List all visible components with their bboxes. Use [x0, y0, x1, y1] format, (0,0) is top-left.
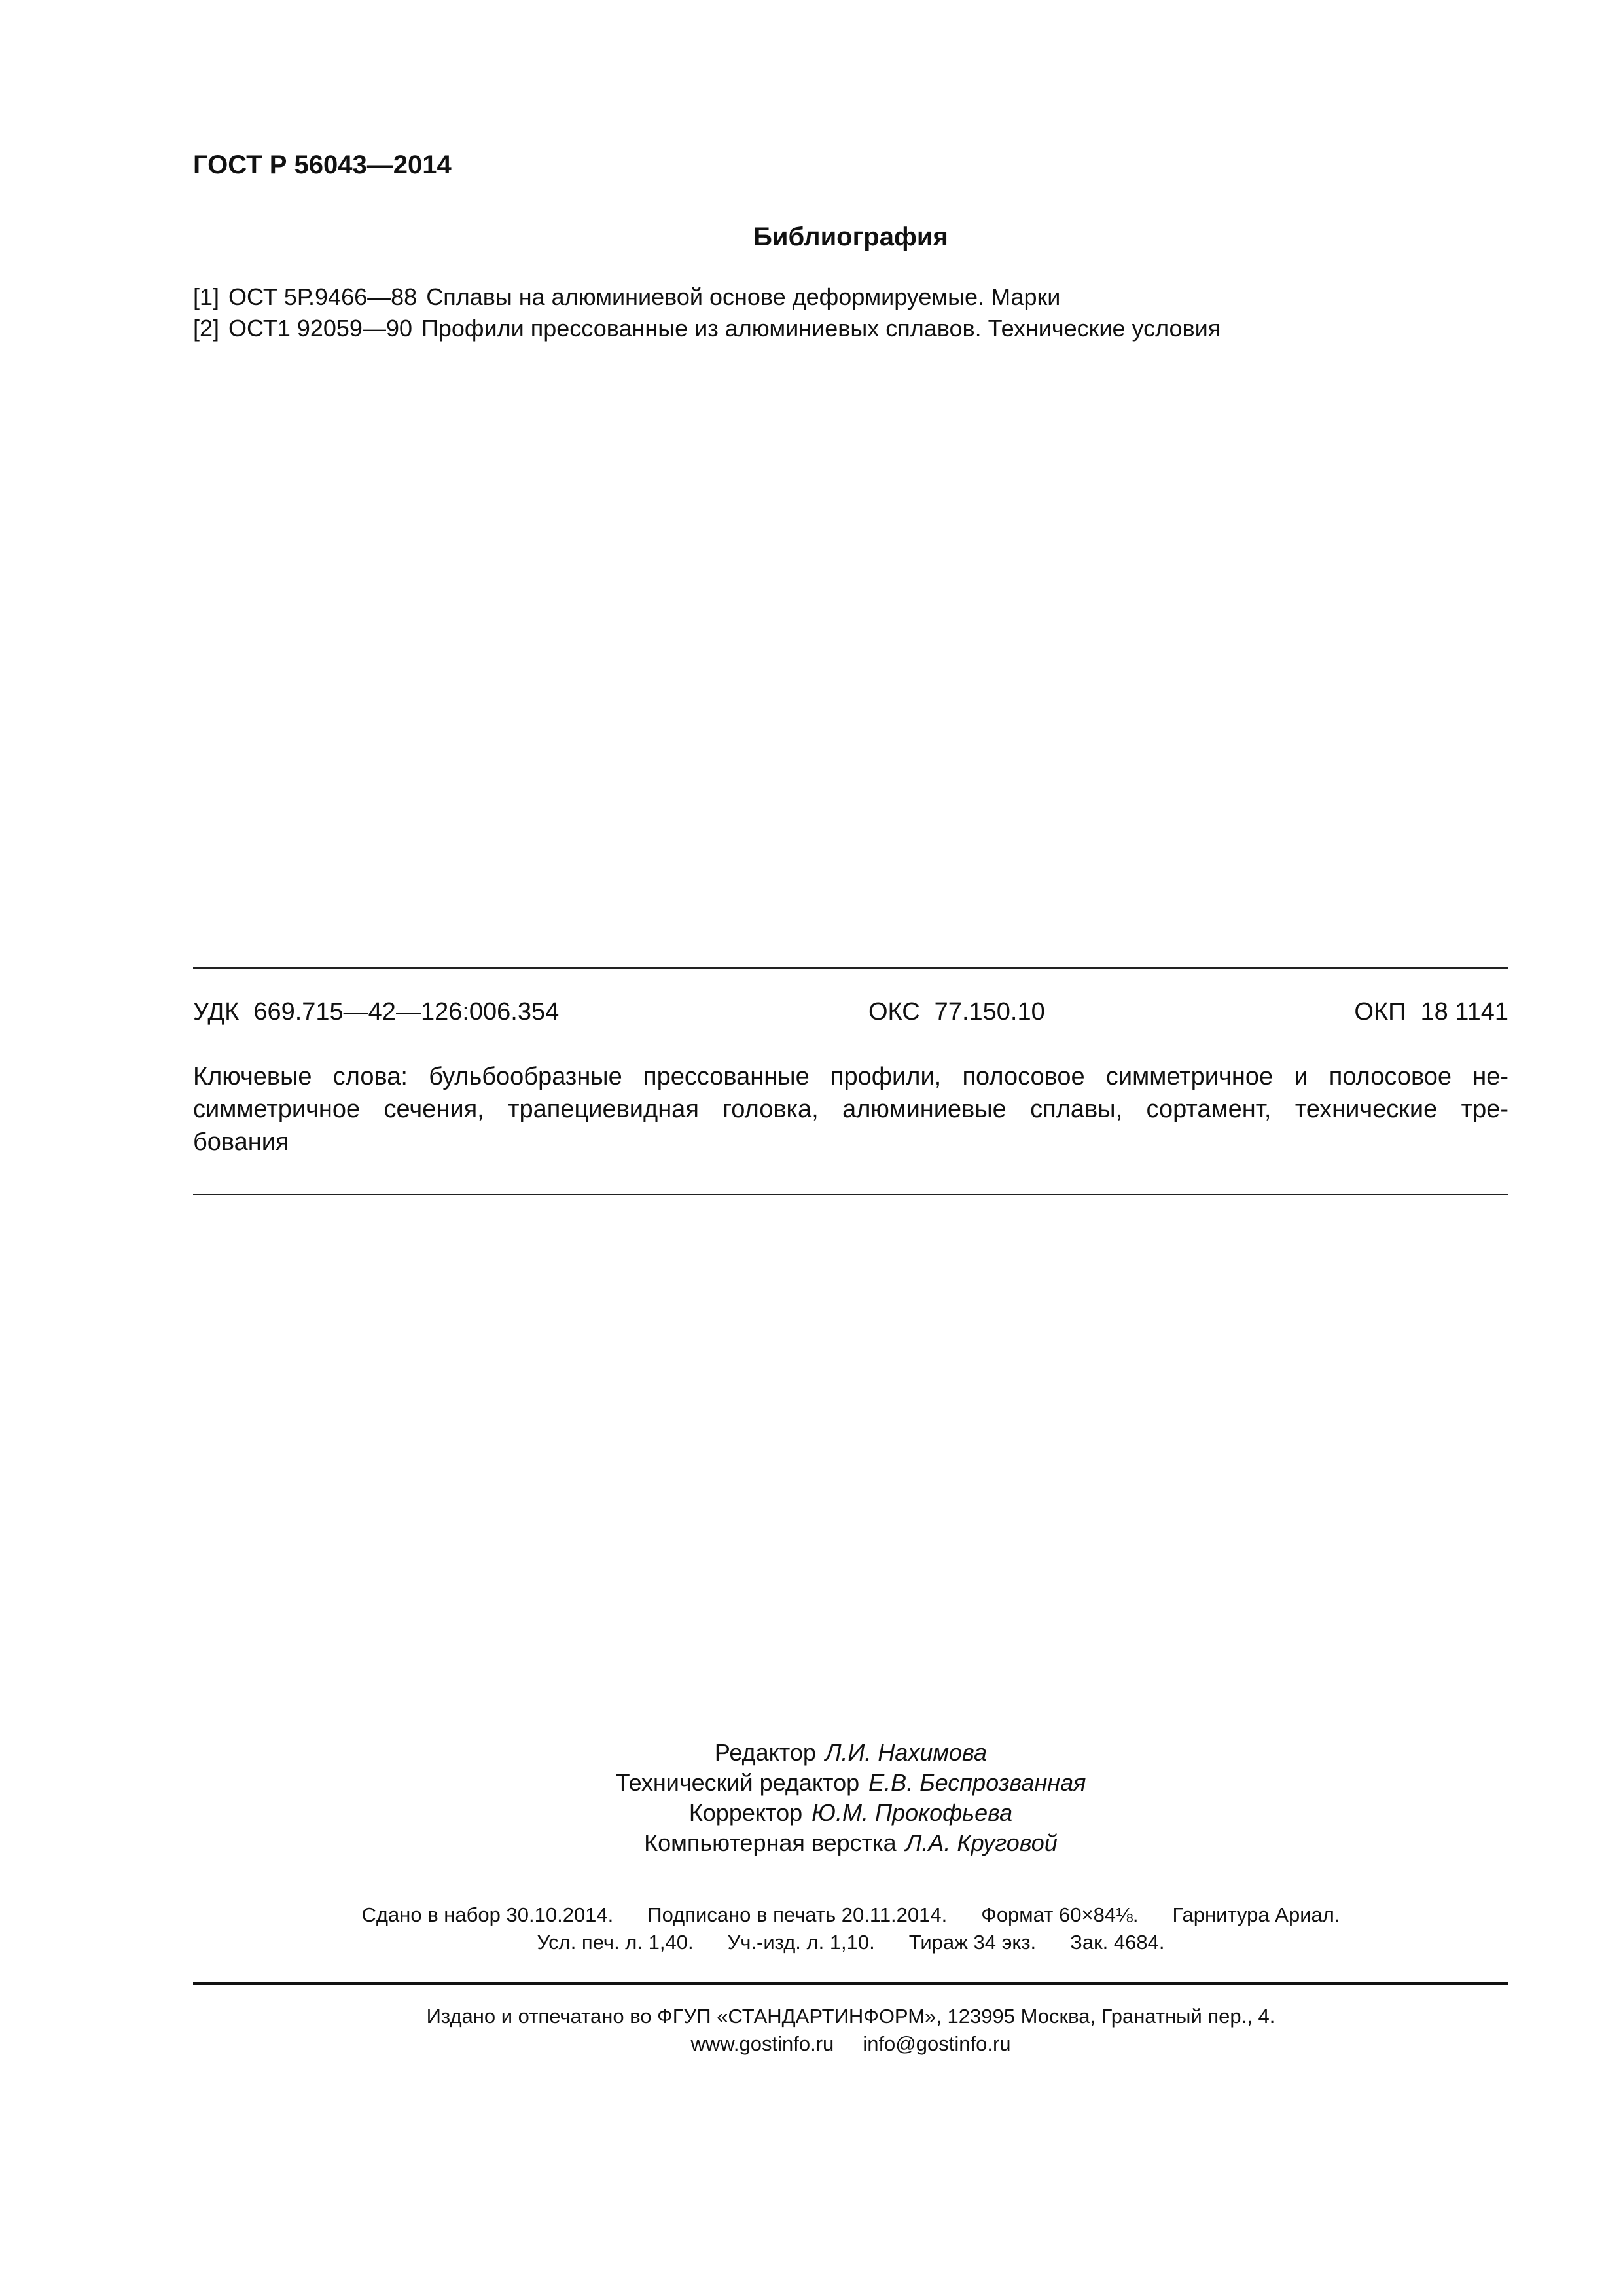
print-detail: Уч.-изд. л. 1,10. — [727, 1931, 875, 1954]
credit-line — [0, 1798, 1623, 1828]
bibliography-item-title: Сплавы на алюминиевой основе деформируемые. Марки — [426, 283, 1061, 310]
bibliography-item — [193, 281, 1230, 313]
bibliography-item-title: Профили прессованные из алюминиевых сплавов. Технические условия — [421, 315, 1221, 342]
publisher-address: Издано и отпечатано во ФГУП «СТАНДАРТИНФОРМ», 123995 Москва, Гранатный пер., 4. — [426, 2005, 1275, 2028]
divider-publisher — [193, 1982, 1508, 1985]
publisher-contacts — [0, 2030, 1623, 2058]
divider-bottom — [193, 1194, 1508, 1195]
print-detail: Формат 60×84⅛. — [981, 1903, 1139, 1926]
keywords-line: симметричное сечения, трапециевидная головка, алюминиевые сплавы, сортамент, технические тре- — [193, 1096, 1508, 1123]
okp-label: ОКП — [1354, 998, 1406, 1026]
print-details — [0, 1901, 1623, 1956]
credit-role: Технический редактор — [615, 1769, 860, 1796]
okp-value: 18 1141 — [1420, 998, 1508, 1026]
bibliography-item-number: [1] — [193, 283, 220, 310]
print-detail: Сдано в набор 30.10.2014. — [361, 1903, 614, 1926]
editorial-credits — [0, 1738, 1623, 1858]
credit-role: Компьютерная верстка — [644, 1829, 897, 1856]
publisher-website-link[interactable]: www.gostinfo.ru — [690, 2032, 834, 2055]
print-detail: Подписано в печать 20.11.2014. — [647, 1903, 948, 1926]
oks-value: 77.150.10 — [934, 998, 1045, 1026]
credit-line — [0, 1828, 1623, 1858]
bibliography-item-code: ОСТ 5Р.9466—88 — [228, 283, 418, 310]
print-detail: Зак. 4684. — [1070, 1931, 1165, 1954]
document-code: ГОСТ Р 56043—2014 — [193, 151, 452, 179]
classification-codes — [193, 998, 1508, 1026]
bibliography-title: Библиография — [753, 223, 948, 251]
bibliography-item — [193, 313, 1230, 344]
print-detail: Тираж 34 экз. — [908, 1931, 1037, 1954]
keywords-line: бования — [193, 1128, 289, 1156]
divider-top — [193, 967, 1508, 969]
oks-code — [868, 998, 1045, 1026]
okp-code — [1354, 998, 1508, 1026]
credit-name: Ю.М. Прокофьева — [812, 1799, 1013, 1826]
keywords-line: Ключевые слова: бульбообразные прессованные профили, полосовое симметричное и полосовое не- — [193, 1063, 1508, 1090]
bibliography-list — [193, 281, 1230, 344]
credit-role: Редактор — [714, 1739, 816, 1766]
udk-label: УДК — [193, 998, 240, 1026]
publisher-email-link[interactable]: info@gostinfo.ru — [863, 2032, 1011, 2055]
print-details-line — [0, 1929, 1623, 1956]
print-detail: Усл. печ. л. 1,40. — [537, 1931, 694, 1954]
udk-code — [193, 998, 559, 1026]
bibliography-item-number: [2] — [193, 315, 220, 342]
credit-line — [0, 1768, 1623, 1798]
udk-value: 669.715—42—126:006.354 — [253, 998, 560, 1026]
credit-name: Л.А. Круговой — [905, 1829, 1058, 1856]
publisher-info — [0, 2003, 1623, 2058]
print-details-line — [0, 1901, 1623, 1929]
keywords-paragraph — [193, 1060, 1508, 1158]
print-detail: Гарнитура Ариал. — [1172, 1903, 1340, 1926]
credit-name: Л.И. Нахимова — [825, 1739, 988, 1766]
credit-line — [0, 1738, 1623, 1768]
oks-label: ОКС — [868, 998, 920, 1026]
bibliography-item-code: ОСТ1 92059—90 — [228, 315, 412, 342]
credit-name: Е.В. Беспрозванная — [868, 1769, 1086, 1796]
credit-role: Корректор — [688, 1799, 803, 1826]
